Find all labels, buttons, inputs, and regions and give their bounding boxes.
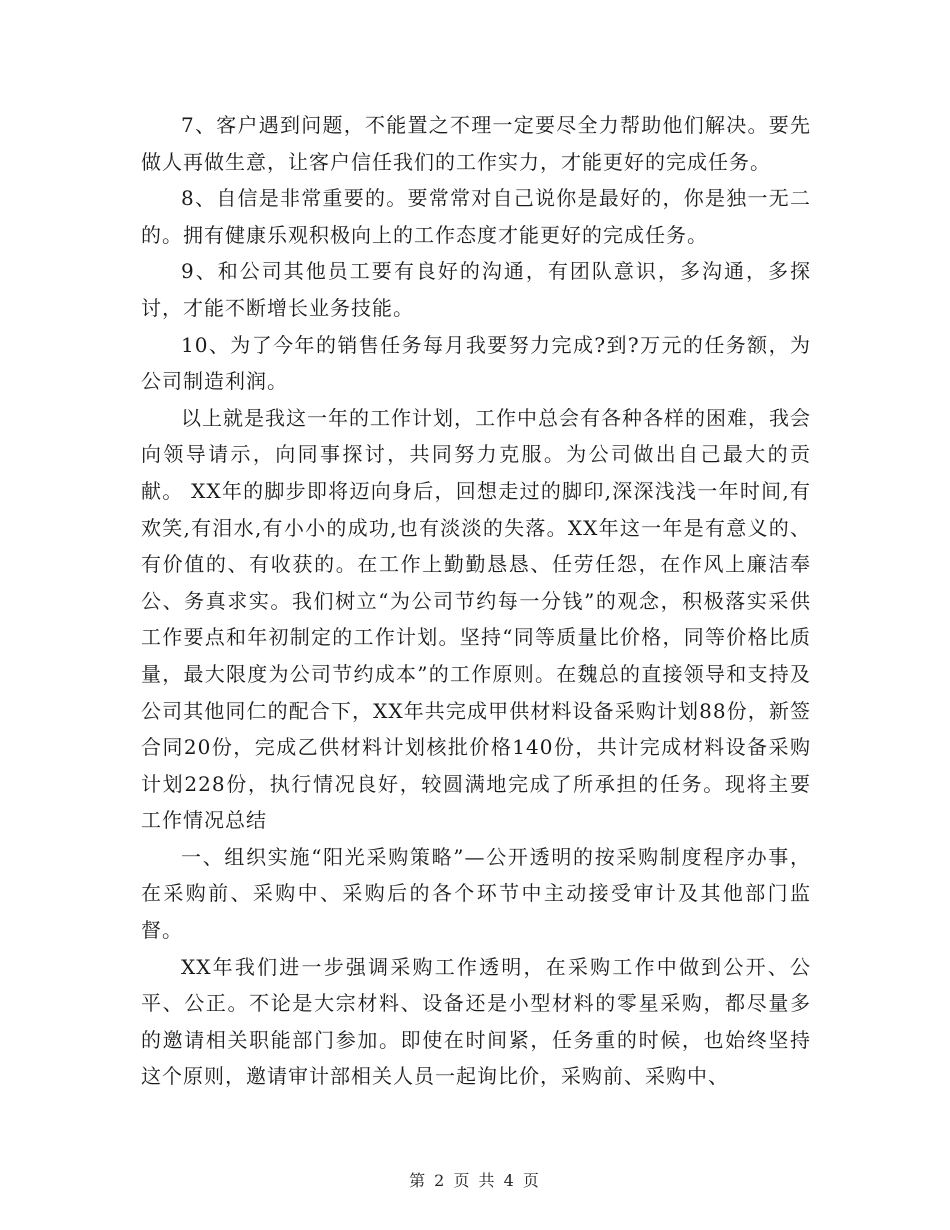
paragraph-summary: 以上就是我这一年的工作计划，工作中总会有各种各样的困难，我会向领导请示，向同事探讨，共同努力克服。为公司做出自己最大的贡献。 XX年的脚步即将迈向身后，回想走过的脚印,深深浅浅一年时间,有欢笑,有泪水,有小小的成功,也有淡淡的失落。XX年这一年是有意义的、有价值的、有收获的。在工作上勤勤恳恳、任劳任怨，在作风上廉洁奉公、务真求实。我们树立“为公司节约每一分钱”的观念，积极落实采供工作要点和年初制定的工作计划。坚持“同等质量比价格，同等价格比质量，最大限度为公司节约成本”的工作原则。在魏总的直接领导和支持及公司其他同仁的配合下，XX年共完成甲供材料设备采购计划88份，新签合同20份，完成乙供材料计划核批价格140份，共计完成材料设备采购计划228份，执行情况良好，较圆满地完成了所承担的任务。现将主要工作情况总结 [141, 405, 811, 833]
document-body [141, 107, 811, 1095]
paragraph-10: 10、为了今年的销售任务每月我要努力完成?到?万元的任务额，为公司制造利润。 [141, 332, 811, 394]
paragraph-transparency: XX年我们进一步强调采购工作透明，在采购工作中做到公开、公平、公正。不论是大宗材料、设备还是小型材料的零星采购，都尽量多的邀请相关职能部门参加。即使在时间紧，任务重的时候，也始终坚持这个原则，邀请审计部相关人员一起询比价，采购前、采购中、 [141, 954, 811, 1089]
page-number-footer: 第 2 页 共 4 页 [409, 1171, 541, 1190]
paragraph-7: 7、客户遇到问题，不能置之不理一定要尽全力帮助他们解决。要先做人再做生意，让客户信任我们的工作实力，才能更好的完成任务。 [141, 113, 811, 174]
paragraph-section-one: 一、组织实施“阳光采购策略”—公开透明的按采购制度程序办事，在采购前、采购中、采购后的各个环节中主动接受审计及其他部门监督。 [141, 844, 811, 943]
paragraph-9: 9、和公司其他员工要有良好的沟通，有团队意识，多沟通，多探讨，才能不断增长业务技能。 [141, 259, 811, 320]
paragraph-8: 8、自信是非常重要的。要常常对自己说你是最好的，你是独一无二的。拥有健康乐观积极向上的工作态度才能更好的完成任务。 [141, 186, 811, 247]
